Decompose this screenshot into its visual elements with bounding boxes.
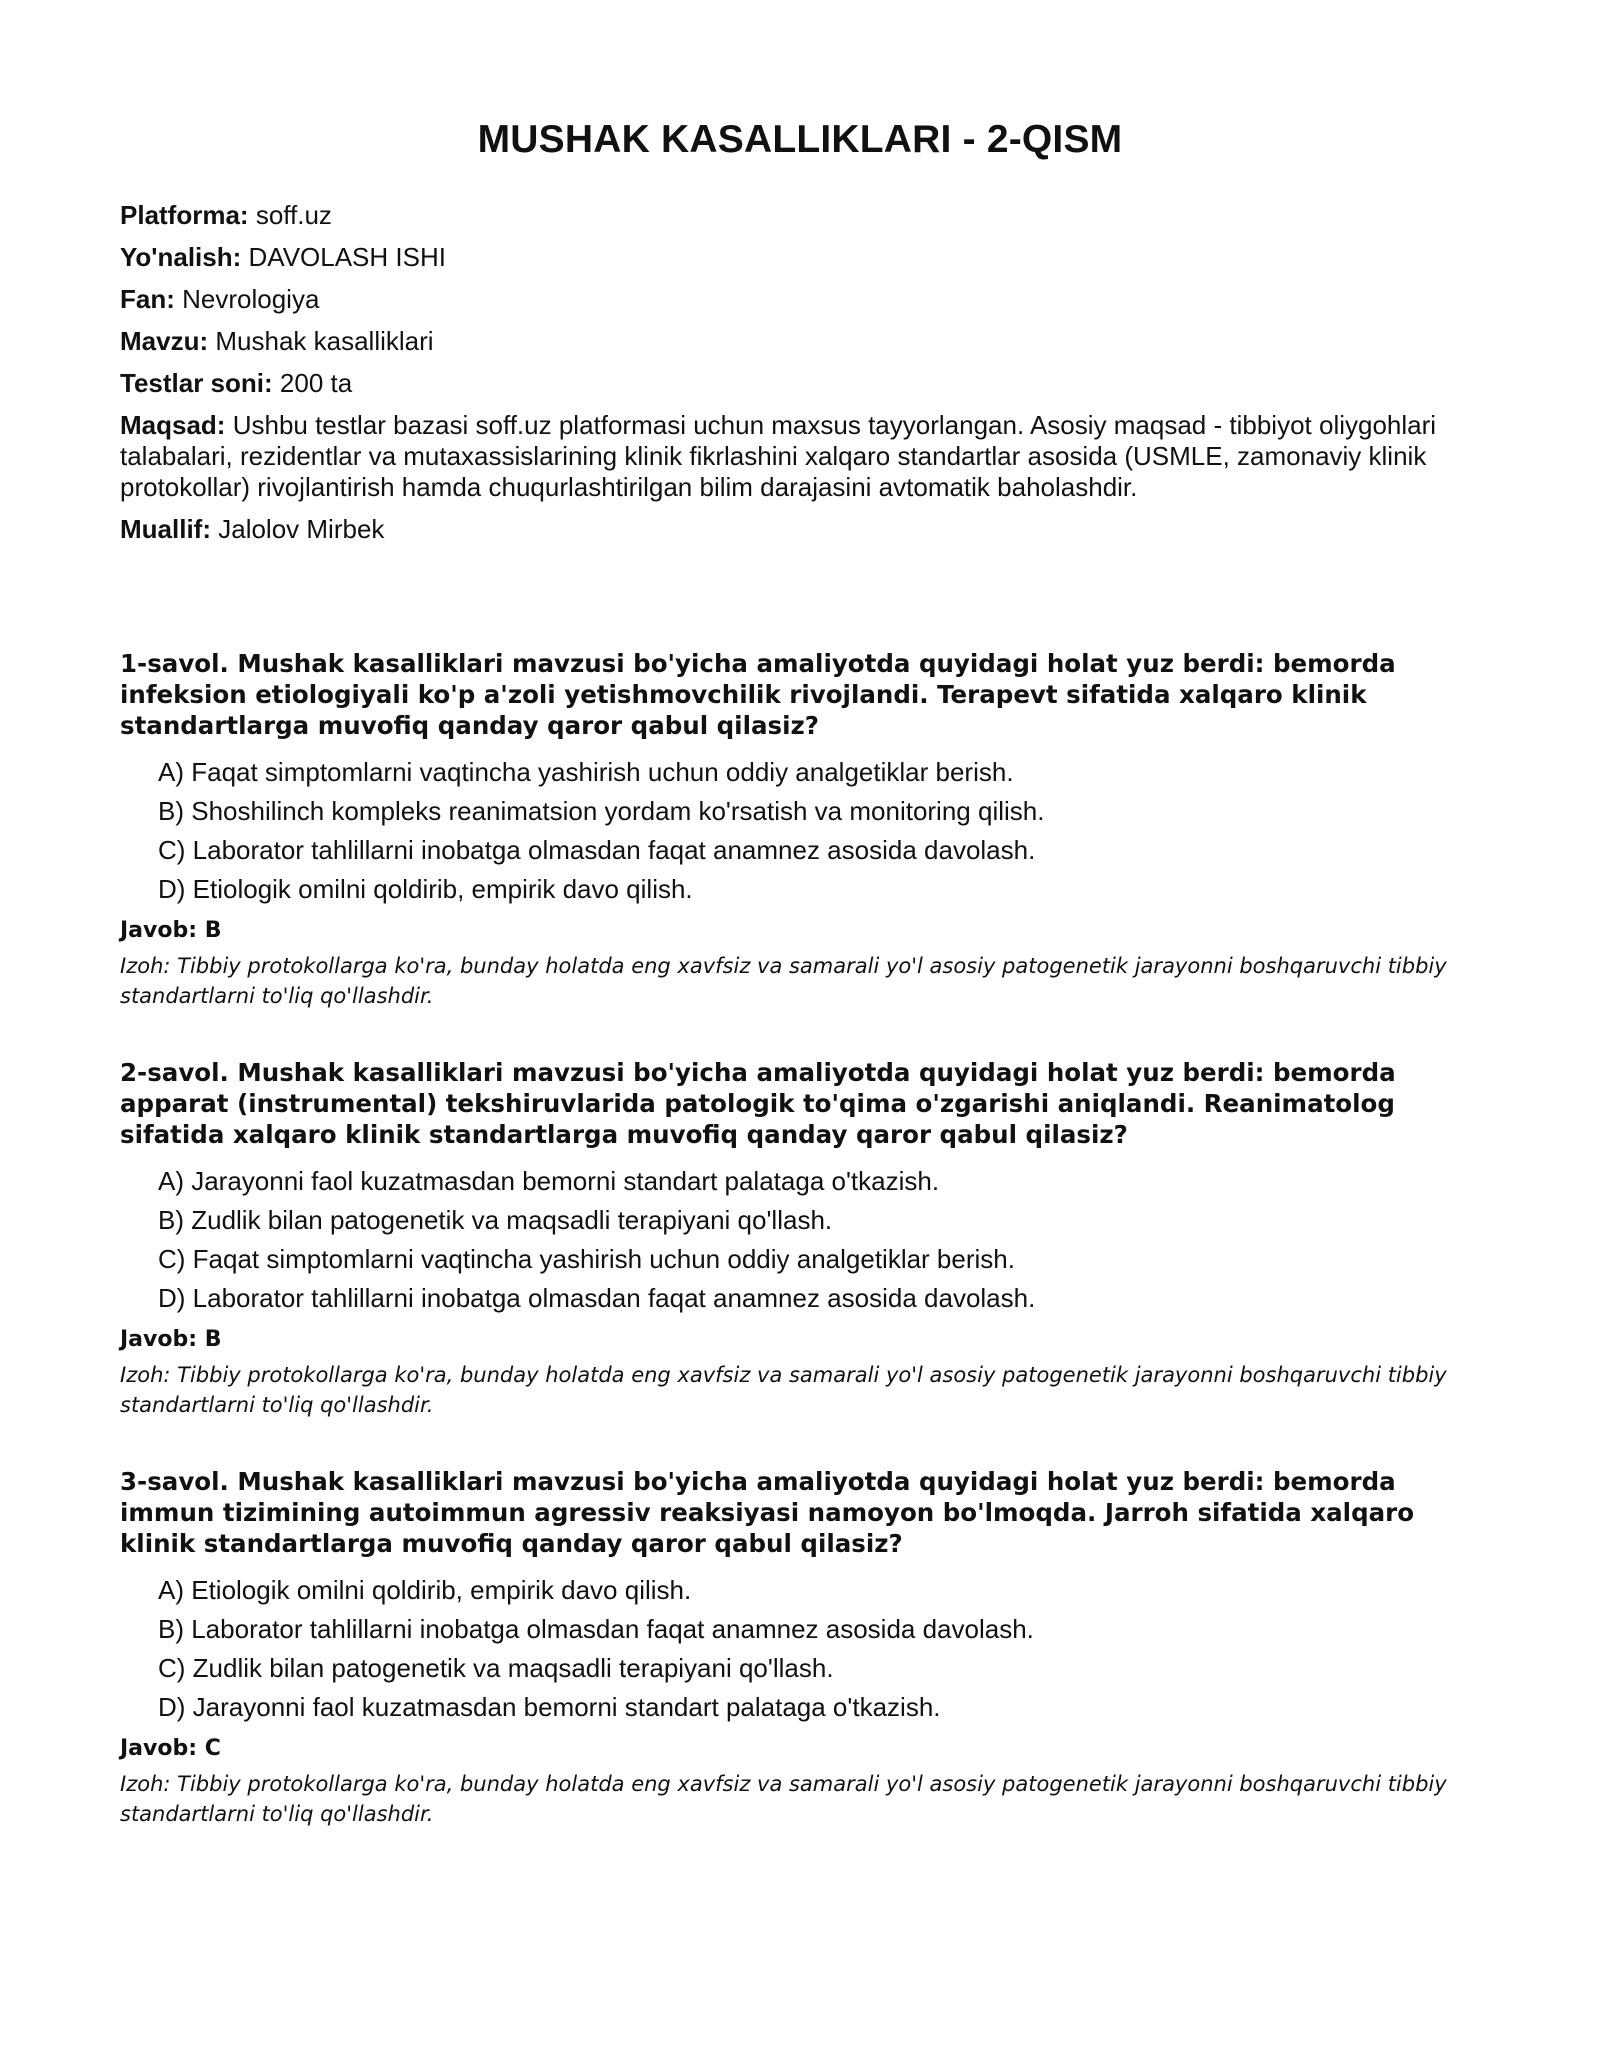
question-text: 3-savol. Mushak kasalliklari mavzusi bo'yicha amaliyotda quyidagi holat yuz berdi: bemorda immun tizimining autoimmun agressiv reaksiyasi namoyon bo'lmoqda. Jarroh sifatida xalqaro klinik standartlarga muvofiq qanday qaror qabul qilasiz?	[120, 1467, 1415, 1558]
option-a: A) Etiologik omilni qoldirib, empirik davo qilish.	[158, 1575, 692, 1605]
meta-key: Fan:	[120, 284, 175, 314]
question-block-3	[120, 1466, 1480, 1829]
explanation-note: Izoh: Tibbiy protokollarga ko'ra, bunday holatda eng xavfsiz va samarali yo'l asosiy patogenetik jarayonni boshqaruvchi tibbiy standartlarni to'liq qo'llashdir.	[120, 1772, 1447, 1826]
meta-author	[120, 514, 1480, 545]
meta-direction	[120, 242, 1480, 273]
meta-key: Muallif:	[120, 514, 211, 544]
answer-label: Javob: B	[120, 1327, 222, 1352]
question-text: 1-savol. Mushak kasalliklari mavzusi bo'yicha amaliyotda quyidagi holat yuz berdi: bemorda infeksion etiologiyali ko'p a'zoli yetishmovchilik rivojlandi. Terapevt sifatida xalqaro klinik standartlarga muvofiq qanday qaror qabul qilasiz?	[120, 649, 1396, 740]
option-b: B) Zudlik bilan patogenetik va maqsadli terapiyani qo'llash.	[158, 1205, 833, 1235]
meta-value: Jalolov Mirbek	[218, 514, 385, 544]
option-b: B) Shoshilinch kompleks reanimatsion yordam ko'rsatish va monitoring qilish.	[158, 796, 1045, 826]
document-title: MUSHAK KASALLIKLARI - 2-QISM	[477, 118, 1123, 161]
meta-goal	[120, 410, 1480, 503]
option-d: D) Etiologik omilni qoldirib, empirik davo qilish.	[158, 874, 693, 904]
meta-value: DAVOLASH ISHI	[248, 242, 446, 272]
option-c: C) Zudlik bilan patogenetik va maqsadli terapiyani qo'llash.	[158, 1653, 834, 1683]
option-a: A) Faqat simptomlarni vaqtincha yashirish uchun oddiy analgetiklar berish.	[158, 757, 1014, 787]
explanation-note: Izoh: Tibbiy protokollarga ko'ra, bunday holatda eng xavfsiz va samarali yo'l asosiy patogenetik jarayonni boshqaruvchi tibbiy standartlarni to'liq qo'llashdir.	[120, 954, 1447, 1008]
options-list	[120, 757, 1480, 905]
meta-value: 200 ta	[279, 368, 353, 398]
meta-key: Maqsad:	[120, 410, 226, 440]
option-a: A) Jarayonni faol kuzatmasdan bemorni standart palataga o'tkazish.	[158, 1166, 940, 1196]
question-spacer	[120, 1420, 1480, 1466]
meta-section	[120, 200, 1480, 545]
option-c: C) Faqat simptomlarni vaqtincha yashirish uchun oddiy analgetiklar berish.	[158, 1244, 1015, 1274]
question-block-2	[120, 1057, 1480, 1420]
meta-platform	[120, 200, 1480, 231]
question-block-1	[120, 648, 1480, 1011]
option-d: D) Jarayonni faol kuzatmasdan bemorni standart palataga o'tkazish.	[158, 1692, 941, 1722]
meta-key: Testlar soni:	[120, 368, 273, 398]
meta-key: Mavzu:	[120, 326, 209, 356]
options-list	[120, 1166, 1480, 1314]
meta-value: soff.uz	[255, 200, 332, 230]
meta-value: Mushak kasalliklari	[215, 326, 434, 356]
explanation-note: Izoh: Tibbiy protokollarga ko'ra, bunday holatda eng xavfsiz va samarali yo'l asosiy patogenetik jarayonni boshqaruvchi tibbiy standartlarni to'liq qo'llashdir.	[120, 1363, 1447, 1417]
meta-value: Nevrologiya	[182, 284, 320, 314]
answer-label: Javob: B	[120, 918, 222, 943]
section-spacer	[120, 556, 1480, 648]
option-b: B) Laborator tahlillarni inobatga olmasdan faqat anamnez asosida davolash.	[158, 1614, 1034, 1644]
meta-key: Yo'nalish:	[120, 242, 242, 272]
answer-label: Javob: C	[120, 1736, 221, 1761]
meta-subject	[120, 284, 1480, 315]
option-d: D) Laborator tahlillarni inobatga olmasdan faqat anamnez asosida davolash.	[158, 1283, 1036, 1313]
meta-topic	[120, 326, 1480, 357]
meta-key: Platforma:	[120, 200, 249, 230]
meta-value: Ushbu testlar bazasi soff.uz platformasi uchun maxsus tayyorlangan. Asosiy maqsad - tibbiyot oliygohlari talabalari, rezidentlar va mutaxassislarining klinik fikrlashini xalqaro standartlar asosida (USMLE, zamonaviy klinik protokollar) rivojlantirish hamda chuqurlashtirilgan bilim darajasini avtomatik baholashdir.	[120, 410, 1437, 502]
option-c: C) Laborator tahlillarni inobatga olmasdan faqat anamnez asosida davolash.	[158, 835, 1036, 865]
question-spacer	[120, 1011, 1480, 1057]
meta-test-count	[120, 368, 1480, 399]
options-list	[120, 1575, 1480, 1723]
question-text: 2-savol. Mushak kasalliklari mavzusi bo'yicha amaliyotda quyidagi holat yuz berdi: bemorda apparat (instrumental) tekshiruvlarida patologik to'qima o'zgarishi aniqlandi. Reanimatolog sifatida xalqaro klinik standartlarga muvofiq qanday qaror qabul qilasiz?	[120, 1058, 1396, 1149]
